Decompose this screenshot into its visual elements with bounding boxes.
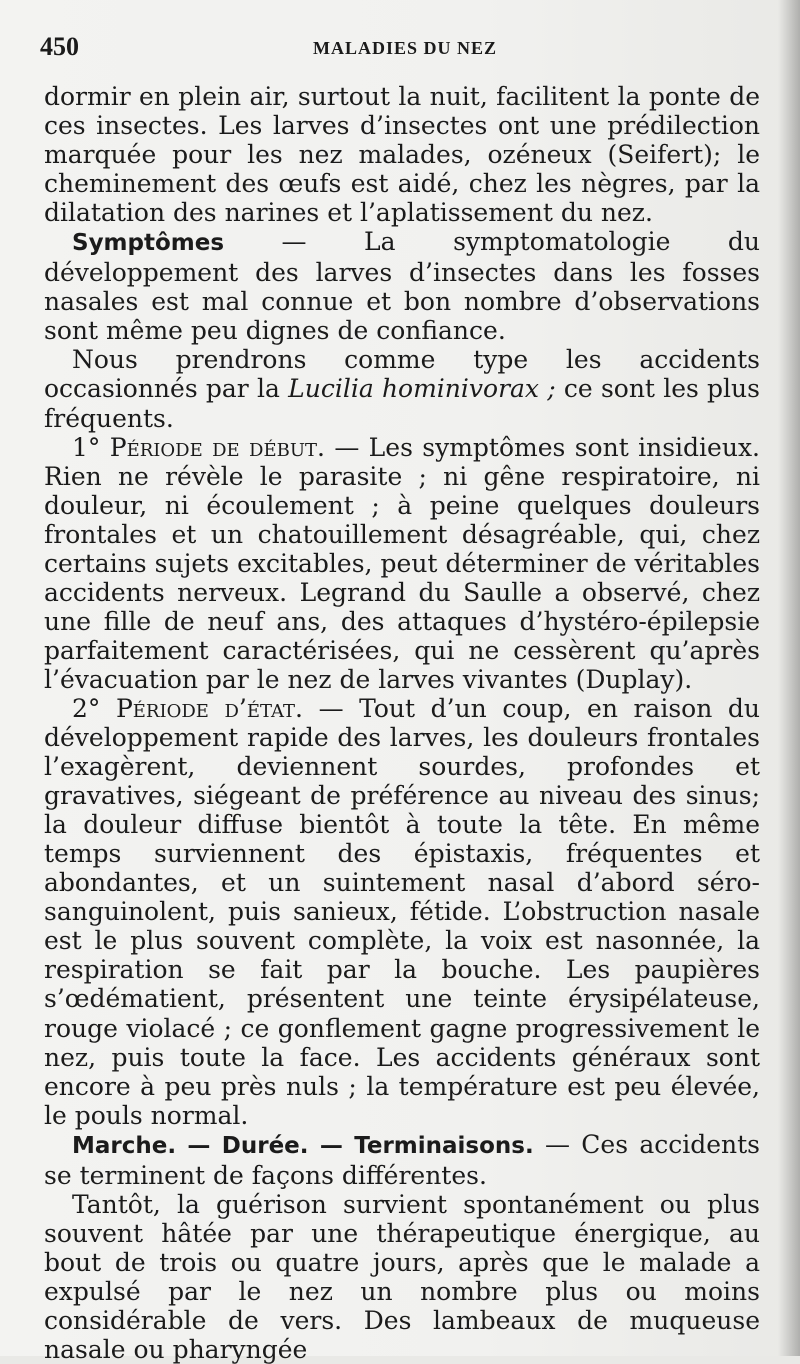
paragraph-text: ce sont les plus fréquents. (44, 374, 760, 433)
paragraph-text: — La symptomatologie du développement des larves d’insectes dans les fosses nasales est mal connue et bon nombre d’observations sont même peu dignes de confiance. (44, 227, 760, 346)
paragraph-guerison (44, 1190, 760, 1364)
paragraph-text: — Les symptômes sont insidieux. Rien ne révèle le parasite ; ni gêne respiratoire, ni douleur, ni écoulement ; à peine quelques douleurs frontales et un chatouillement désagréable, qui, chez certains sujets excitables, peut déterminer de véritables accidents nerveux. Legrand du Saulle a observé, chez une fille de neuf ans, des attaques d’hystéro-épilepsie parfaitement caractérisées, qui ne cessèrent qu’après l’évacuation par le nez de larves vivantes (Duplay). (44, 432, 760, 694)
page-number: 450 (40, 32, 79, 61)
paragraph-continuation (44, 82, 760, 227)
subsection-heading-debut: 1° Période de début. (72, 432, 325, 462)
paragraph-text: Tantôt, la guérison survient spontanément ou plus souvent hâtée par une thérapeutique énergique, au bout de trois ou quatre jours, après que le malade a expulsé par le nez un nombre plus ou moins considérable de vers. Des lambeaux de muqueuse nasale ou pharyngée (44, 1189, 760, 1364)
paragraph-text: dormir en plein air, surtout la nuit, facilitent la ponte de ces insectes. Les larves d’insectes ont une prédilection marquée pour les nez malades, ozéneux (Seifert); le cheminement des œufs est aidé, chez les nègres, par la dilatation des narines et l’aplatissement du nez. (44, 82, 760, 228)
paragraph-text: — Tout d’un coup, en raison du développement rapide des larves, les douleurs frontales l’exagèrent, deviennent sourdes, profondes et gravatives, siégeant de préférence au niveau des sinus; la douleur diffuse bientôt à toute la tête. En même temps surviennent des épistaxis, fréquentes et abondantes, et un suintement nasal d’abord séro-sanguinolent, puis sanieux, fétide. L’obstruction nasale est le plus souvent complète, la voix est nasonnée, la respiration se fait par la bouche. Les paupières s’œdématient, présentent une teinte érysipélateuse, rouge violacé ; ce gonflement gagne progressivement le nez, puis toute la face. Les accidents généraux sont encore à peu près nuls ; la température est peu élevée, le pouls normal. (44, 693, 760, 1130)
paragraph-symptomes (44, 227, 760, 345)
paragraph-marche (44, 1130, 760, 1190)
section-heading-marche: Marche. — Durée. — Terminaisons. (72, 1132, 534, 1159)
paragraph-periode-etat (44, 694, 760, 1130)
paragraph-type (44, 345, 760, 432)
section-heading-symptomes: Symptômes (72, 230, 225, 257)
paragraph-text: — Ces accidents se terminent de façons différentes. (44, 1129, 760, 1190)
species-name: Lucilia hominivorax ; (288, 374, 556, 404)
running-title: MALADIES DU NEZ (312, 38, 498, 58)
page-gutter-shadow (778, 0, 800, 1356)
page-header (40, 32, 770, 72)
paragraph-periode-debut (44, 433, 760, 694)
paragraph-text: Nous prendrons comme type les accidents occasionnés par la (44, 345, 760, 404)
subsection-heading-etat: 2° Période d’état. (72, 693, 303, 723)
body-text (44, 82, 760, 1364)
